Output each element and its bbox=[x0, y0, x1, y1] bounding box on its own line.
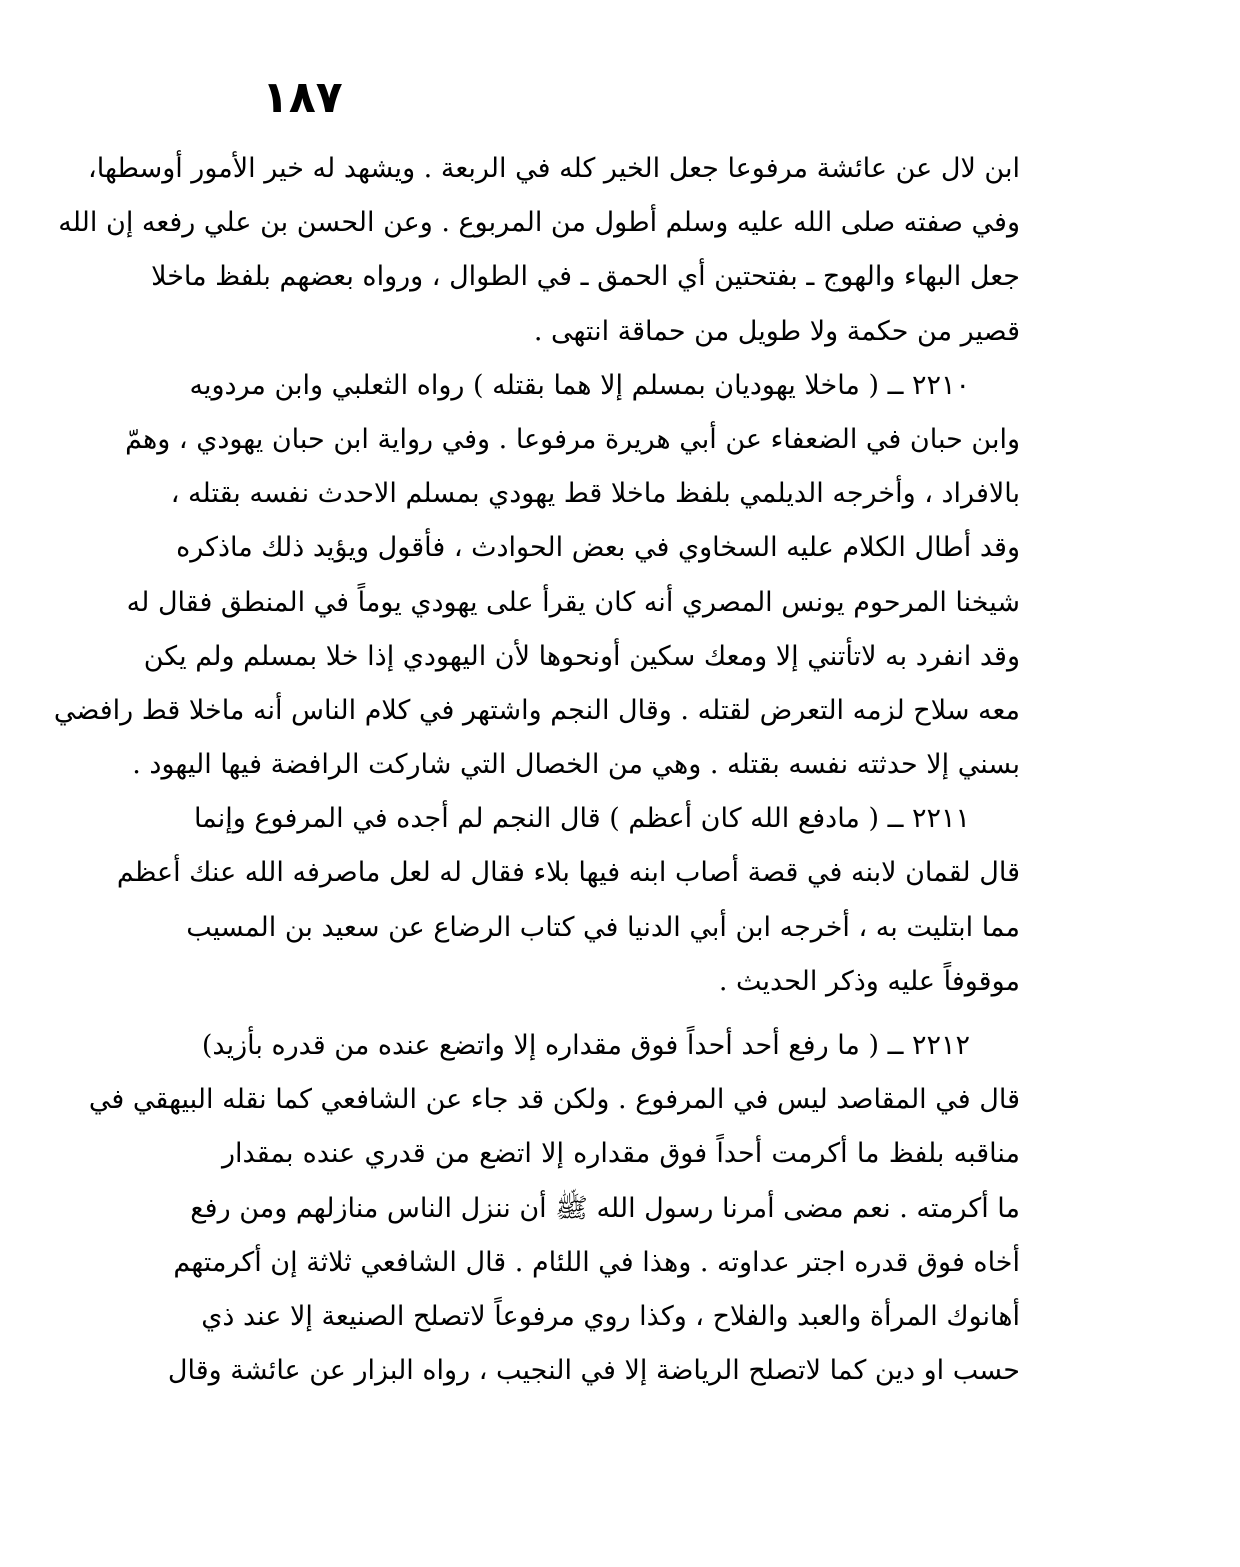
text-line: وفي صفته صلى الله عليه وسلم أطول من المربوع . وعن الحسن بن علي رفعه إن الله bbox=[58, 207, 1020, 239]
text-line: ابن لال عن عائشة مرفوعا جعل الخير كله في الربعة . ويشهد له خير الأمور أوسطها، bbox=[88, 153, 1020, 184]
text-line: بالافراد ، وأخرجه الديلمي بلفظ ماخلا قط يهودي بمسلم الاحدث نفسه بقتله ، bbox=[170, 478, 1020, 510]
text-line: قال في المقاصد ليس في المرفوع . ولكن قد جاء عن الشافعي كما نقله البيهقي في bbox=[88, 1084, 1020, 1116]
text-line: أخاه فوق قدره اجتر عداوته . وهذا في اللئام . قال الشافعي ثلاثة إن أكرمتهم bbox=[173, 1246, 1020, 1278]
text-line: جعل البهاء والهوج ـ بفتحتين أي الحمق ـ في الطوال ، ورواه بعضهم بلفظ ماخلا bbox=[151, 261, 1020, 293]
text-line: حسب او دين كما لاتصلح الرياضة إلا في النجيب ، رواه البزار عن عائشة وقال bbox=[167, 1355, 1020, 1387]
text-line: ما أكرمته . نعم مضى أمرنا رسول الله ﷺ أن ننزل الناس منازلهم ومن رفع bbox=[190, 1192, 1020, 1224]
body-text bbox=[53, 142, 1020, 1398]
text-line: مما ابتليت به ، أخرجه ابن أبي الدنيا في كتاب الرضاع عن سعيد بن المسيب bbox=[186, 911, 1020, 943]
hadith-entry-2212: ٢٢١٢ ــ ( ما رفع أحد أحداً فوق مقداره إلا واتضع عنده من قدره بأزيد) bbox=[201, 1030, 970, 1061]
hadith-entry-2211: ٢٢١١ ــ ( مادفع الله كان أعظم ) قال النجم لم أجده في المرفوع وإنما bbox=[193, 803, 970, 835]
text-line: بسني إلا حدثته نفسه بقتله . وهي من الخصال التي شاركت الرافضة فيها اليهود . bbox=[132, 749, 1020, 781]
text-line: وقد أطال الكلام عليه السخاوي في بعض الحوادث ، فأقول ويؤيد ذلك ماذكره bbox=[176, 532, 1020, 564]
hadith-entry-2210: ٢٢١٠ ــ ( ماخلا يهوديان بمسلم إلا هما بقتله ) رواه الثعلبي وابن مردويه bbox=[189, 369, 970, 401]
text-line: أهانوك المرأة والعبد والفلاح ، وكذا روي مرفوعاً لاتصلح الصنيعة إلا عند ذي bbox=[201, 1300, 1020, 1332]
text-line: مناقبه بلفظ ما أكرمت أحداً فوق مقداره إلا اتضع من قدري عنده بمقدار bbox=[222, 1138, 1020, 1170]
text-line: وابن حبان في الضعفاء عن أبي هريرة مرفوعا . وفي رواية ابن حبان يهودي ، وهمّ bbox=[125, 423, 1020, 455]
text-line: وقد انفرد به لاتأتني إلا ومعك سكين أونحوها لأن اليهودي إذا خلا بمسلم ولم يكن bbox=[143, 640, 1020, 672]
text-line: قال لقمان لابنه في قصة أصاب ابنه فيها بلاء فقال له لعل ماصرفه الله عنك أعظم bbox=[116, 857, 1020, 889]
page-number: ١٨٧ bbox=[262, 72, 343, 123]
text-line: قصير من حكمة ولا طويل من حماقة انتهى . bbox=[533, 315, 1020, 347]
text-line: شيخنا المرحوم يونس المصري أنه كان يقرأ على يهودي يوماً في المنطق فقال له bbox=[126, 586, 1020, 618]
text-line: معه سلاح لزمه التعرض لقتله . وقال النجم واشتهر في كلام الناس أنه ماخلا قط رافضي bbox=[53, 694, 1020, 726]
text-line: موقوفاً عليه وذكر الحديث . bbox=[718, 965, 1020, 997]
